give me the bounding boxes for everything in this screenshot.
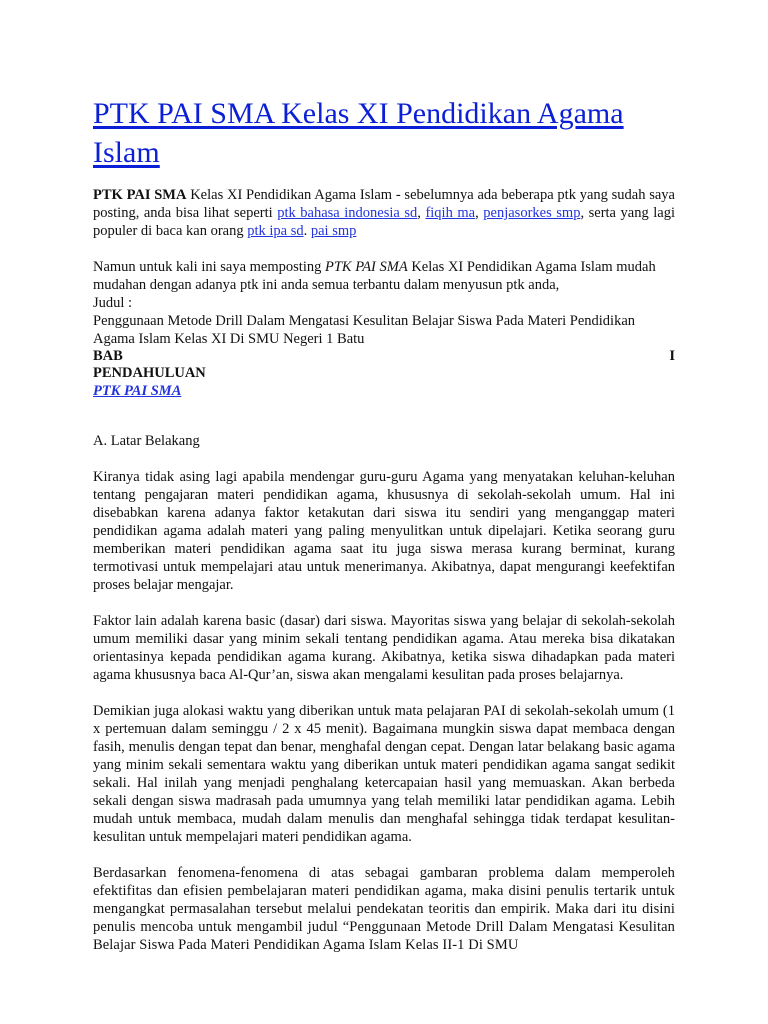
document-title[interactable]	[93, 94, 675, 172]
intro-bold-term: PTK PAI SMA	[93, 187, 187, 203]
judul-label: Judul :	[93, 295, 133, 311]
paragraph-1: Kiranya tidak asing lagi apabila mendengar guru-guru Agama yang menyatakan keluhan-keluhan tentang pengajaran materi pendidikan agama, khususnya di sekolah-sekolah umum. Hal ini disebabkan karena adanya faktor ketakutan dari siswa itu sendiri yang menganggap materi pendidikan agama adalah materi yang paling menyulitkan untuk dipelajari. Ketika seorang guru memberikan materi pendidikan agama saat itu juga siswa merasa kurang berminat, kurang termotivasi untuk mempelajari atau untuk menerimanya. Akibatnya, dapat mengurangi keefektifan proses belajar mengajar.	[93, 469, 675, 593]
chapter-bab: BAB	[93, 348, 123, 364]
link-penjasorkes-smp[interactable]: penjasorkes smp	[483, 205, 581, 221]
link-pai-smp[interactable]: pai smp	[310, 223, 357, 239]
title-link[interactable]	[93, 97, 624, 169]
paragraph-3: Demikian juga alokasi waktu yang diberikan untuk mata pelajaran PAI di sekolah-sekolah umum (1 x pertemuan dalam seminggu / 2 x 45 menit). Bagaimana mungkin siswa dapat membaca dengan fasih, menulis dengan tepat dan benar, menghafal dengan cepat. Dengan latar belakang basic agama yang minim sekali sementara waktu yang diberikan untuk materi pendidikan agama sangat sedikit sekali. Hal inilah yang menjadi penghalang ketercapaian hasil yang memuaskan. Akan berbeda sekali dengan siswa madrasah pada umumnya yang telah memiliki latar pendidikan agama. Lebih mudah untuk membaca, mudah dalam menulis dan menghafal sehingga tidak terdapat kesulitan-kesulitan untuk mempelajari materi pendidikan agama.	[93, 703, 675, 845]
title-line-2: Islam	[93, 136, 160, 169]
chapter-number: I	[669, 348, 675, 364]
ptk-pai-sma-link[interactable]: PTK PAI SMA	[93, 383, 182, 399]
judul-text: Penggunaan Metode Drill Dalam Mengatasi Kesulitan Belajar Siswa Pada Materi Pendidikan Agama Islam Kelas XI Di SMU Negeri 1 Batu	[93, 313, 636, 347]
chapter-heading: PENDAHULUAN	[93, 365, 206, 381]
link-ptk-ipa-sd[interactable]: ptk ipa sd	[247, 223, 304, 239]
section-heading: A. Latar Belakang	[93, 433, 200, 449]
posting-italic-term: PTK PAI SMA	[324, 259, 408, 275]
title-line-1: PTK PAI SMA Kelas XI Pendidikan Agama	[93, 97, 624, 130]
paragraph-2: Faktor lain adalah karena basic (dasar) dari siswa. Mayoritas siswa yang belajar di sekolah-sekolah umum memiliki dasar yang minim sekali tentang pendidikan agama. Atau mereka bisa dikatakan orientasinya kepada pendidikan agama kurang. Akibatnya, ketika siswa dihadapkan pada materi agama khususnya baca Al-Qur’an, siswa akan mengalami kesulitan pada proses belajarnya.	[93, 613, 675, 683]
document-page	[93, 94, 675, 954]
paragraph-4: Berdasarkan fenomena-fenomena di atas sebagai gambaran problema dalam memperoleh efektifitas dan efisien pembelajaran materi pendidikan agama, maka disini penulis tertarik untuk mengangkat permasalahan tersebut melalui pendekatan teoritis dan empirik. Maka dari itu disini penulis mencoba untuk mengambil judul “Penggunaan Metode Drill Dalam Mengatasi Kesulitan Belajar Siswa Pada Materi Pendidikan Agama Islam Kelas II-1 Di SMU	[93, 865, 675, 953]
link-fiqih-ma[interactable]: fiqih ma	[425, 205, 476, 221]
posting-paragraph: Namun untuk kali ini saya memposting PTK PAI SMA Kelas XI Pendidikan Agama Islam mudah mudahan dengan adanya ptk ini anda semua terbantu dalam menyusun ptk anda,	[93, 259, 656, 293]
chapter-row	[93, 348, 675, 365]
intro-paragraph: PTK PAI SMA Kelas XI Pendidikan Agama Islam - sebelumnya ada beberapa ptk yang sudah saya posting, anda bisa lihat seperti ptk bahasa indonesia sd, fiqih ma, penjasorkes smp, serta yang lagi populer di baca kan orang ptk ipa sd. pai smp	[93, 187, 676, 239]
link-ptk-bahasa-indonesia-sd[interactable]: ptk bahasa indonesia sd	[277, 205, 418, 221]
